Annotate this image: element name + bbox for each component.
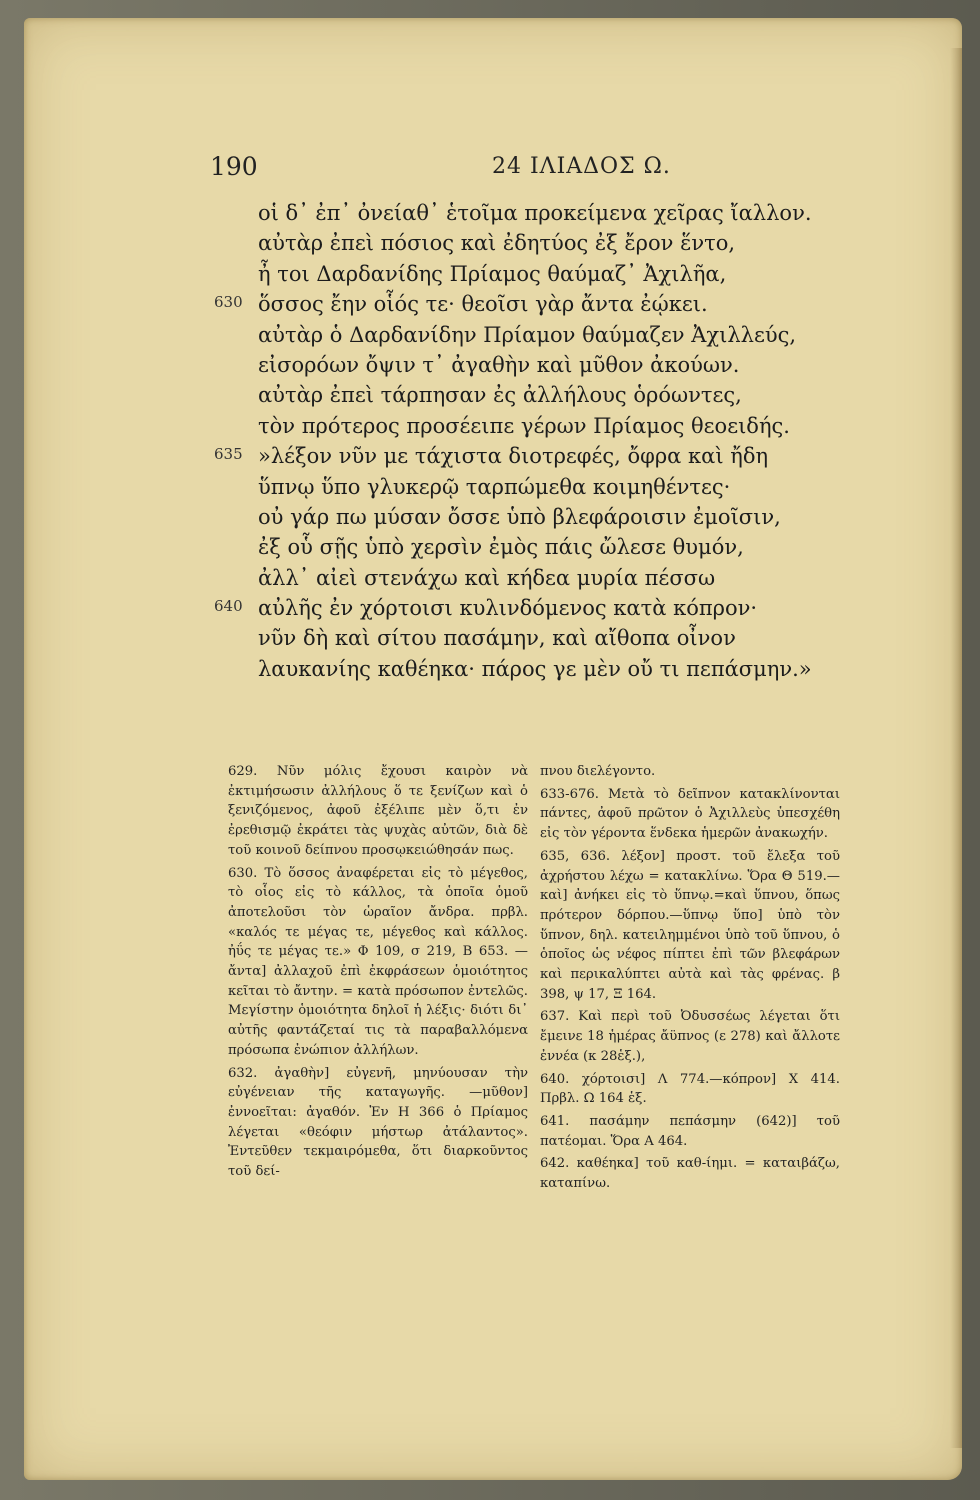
- note-632-continued: πνου διελέγοντο.: [540, 764, 656, 779]
- page-edge-shadow: [950, 48, 962, 1448]
- verse-text: »λέξον νῦν με τάχιστα διοτρεφές, ὄφρα καὶ ἤδη: [258, 444, 769, 469]
- verse-text: ἐξ οὗ σῇς ὑπὸ χερσὶν ἐμὸς πάις ὤλεσε θυμόν,: [258, 535, 744, 560]
- verse-text: εἰσορόων ὄψιν τ᾽ ἀγαθὴν καὶ μῦθον ἀκούων.: [258, 352, 740, 377]
- verse-line: [210, 411, 890, 441]
- verse-text: αὐλῆς ἐν χόρτοισι κυλινδόμενος κατὰ κόπρον·: [258, 596, 758, 621]
- verse-text: ὕπνῳ ὕπο γλυκερῷ ταρπώμεθα κοιμηθέντες·: [258, 474, 731, 499]
- verse-text: οἱ δ᾽ ἐπ᾽ ὀνείαθ᾽ ἑτοῖμα προκείμενα χεῖρας ἴαλλον.: [258, 201, 812, 225]
- verse-line: [210, 320, 890, 350]
- verse-text: τὸν πρότερος προσέειπε γέρων Πρίαμος θεοειδής.: [258, 413, 790, 438]
- verse-line: [210, 502, 890, 532]
- verse-line: [210, 441, 890, 471]
- verse-text: ἀλλ᾽ αἰεὶ στενάχω καὶ κήδεα μυρία πέσσω: [258, 565, 716, 590]
- line-number: 640: [214, 597, 243, 616]
- verse-text: οὐ γάρ πω μύσαν ὄσσε ὑπὸ βλεφάροισιν ἐμοῖσιν,: [258, 504, 781, 529]
- verse-line: [210, 380, 890, 410]
- verse-line: [210, 198, 890, 228]
- line-number: 630: [214, 293, 243, 312]
- verse-line: [210, 593, 890, 623]
- verse-line: [210, 228, 890, 258]
- notes-column-left: [228, 762, 528, 1185]
- line-number: 635: [214, 445, 243, 464]
- page-header: [210, 152, 671, 188]
- note-633-676: 633-676. Μετὰ τὸ δεῖπνον κατακλίνονται πάντες, ἀφοῦ πρῶτον ὁ Ἀχιλλεὺς ὑπεσχέθη εἰς τὸν γέροντα ἕνδεκα ἡμερῶν ἀνακωχήν.: [540, 786, 840, 842]
- verse-line: [210, 563, 890, 593]
- commentary-notes: [228, 762, 884, 1322]
- verse-block: [210, 198, 890, 684]
- verse-line: [210, 532, 890, 562]
- note-629: 629. Νῦν μόλις ἔχουσι καιρὸν νὰ ἐκτιμήσωσιν ἀλλήλους ὅ τε ξενίζων καὶ ὁ ξενιζόμενος, ἀφοῦ ἐξέλιπε μὲν ὅ,τι ἐν ἐρεθισμῷ ἐκράτει τὰς ψυχὰς αὐτῶν, διὰ δὲ τοῦ κοινοῦ δείπνου προσῳκειώθησάν πως.: [228, 764, 528, 858]
- verse-text: λαυκανίης καθέηκα· πάρος γε μὲν οὔ τι πεπάσμην.»: [258, 656, 812, 681]
- verse-text: ὅσσος ἔην οἷός τε· θεοῖσι γὰρ ἄντα ἐῴκει.: [258, 292, 708, 317]
- note-637: 637. Καὶ περὶ τοῦ Ὀδυσσέως λέγεται ὅτι ἔμεινε 18 ἡμέρας ἄϋπνος (ε 278) καὶ ἄλλοτε ἐννέα (κ 28ἑξ.),: [540, 1009, 840, 1064]
- notes-column-right: [540, 762, 840, 1197]
- note-630: 630. Τὸ ὅσσος ἀναφέρεται εἰς τὸ μέγεθος, τὸ οἷος εἰς τὸ κάλλος, τὰ ὁποῖα ὁμοῦ ἀποτελοῦσι τὸν ὡραῖον ἄνδρα. πρβλ. «καλός τε μέγας τε, μέγεθος καὶ κάλλος. ἠΰς τε μέγας τε.» Φ 109, σ 219, Β 653. — ἄντα] ἀλλαχοῦ ἐπὶ ἐκφράσεων ὁμοιότητος κεῖται τὸ ἄντην. = κατὰ πρόσωπον ἐντελῶς. Μεγίστην ὁμοιότητα δηλοῖ ἡ λέξις· διότι δι᾽ αὐτῆς φαντάζεταί τις τὰ παραβαλλόμενα πρόσωπα ἐνώπιον ἀλλήλων.: [228, 865, 528, 1058]
- verse-line: [210, 259, 890, 289]
- verse-line: [210, 623, 890, 653]
- verse-text: ἦ τοι Δαρδανίδης Πρίαμος θαύμαζ᾽ Ἀχιλῆα,: [258, 261, 727, 286]
- note-632: 632. ἀγαθὴν] εὐγενῆ, μηνύουσαν τὴν εὐγένειαν τῆς καταγωγῆς. —μῦθον] ἐννοεῖται: ἀγαθόν. Ἐν Η 366 ὁ Πρίαμος λέγεται «θεόφιν μήστωρ ἀτάλαντος». Ἐντεῦθεν τεκμαιρόμεθα, ὅτι διαρκοῦντος τοῦ δεί-: [228, 1065, 528, 1180]
- note-641: 641. πασάμην πεπάσμην (642)] τοῦ πατέομαι. Ὅρα Α 464.: [540, 1113, 840, 1149]
- verse-line: [210, 472, 890, 502]
- page-number: 190: [210, 152, 258, 181]
- verse-text: αὐτὰρ ἐπεὶ τάρπησαν ἐς ἀλλήλους ὁρόωντες,: [258, 383, 742, 408]
- verse-text: νῦν δὴ καὶ σίτου πασάμην, καὶ αἴθοπα οἶνον: [258, 626, 736, 651]
- note-642: 642. καθέηκα] τοῦ καθ-ίημι. = καταιβάζω, καταπίνω.: [540, 1156, 840, 1192]
- verse-line: [210, 654, 890, 684]
- running-title: 24 ΙΛΙΑΔΟΣ Ω.: [492, 154, 671, 179]
- note-635-636: 635, 636. λέξον] προστ. τοῦ ἔλεξα τοῦ ἀχρήστου λέχω = κατακλίνω. Ὅρα Θ 519.—καὶ] ἀνήκει εἰς τὸ ὕπνῳ.=καὶ ὕπνου, ὅπως πρότερον δόρπου.—ὕπνῳ ὕπο] ὑπὸ τὸν ὕπνον, δηλ. κατειλημμένοι ὑπὸ τοῦ ὕπνου, ὁ ὁποῖος ὡς νέφος πίπτει ἐπὶ τῶν βλεφάρων καὶ περικαλύπτει αὐτὰ καὶ τὰς φρένας. β 398, ψ 17, Ξ 164.: [540, 848, 840, 1002]
- note-640: 640. χόρτοισι] Λ 774.—κόπρον] Χ 414. Πρβλ. Ω 164 ἑξ.: [540, 1071, 840, 1107]
- verse-text: αὐτὰρ ἐπεὶ πόσιος καὶ ἐδητύος ἐξ ἔρον ἕντο,: [258, 231, 736, 256]
- verse-text: αὐτὰρ ὁ Δαρδανίδην Πρίαμον θαύμαζεν Ἀχιλλεύς,: [258, 322, 797, 347]
- verse-line: [210, 289, 890, 319]
- verse-line: [210, 350, 890, 380]
